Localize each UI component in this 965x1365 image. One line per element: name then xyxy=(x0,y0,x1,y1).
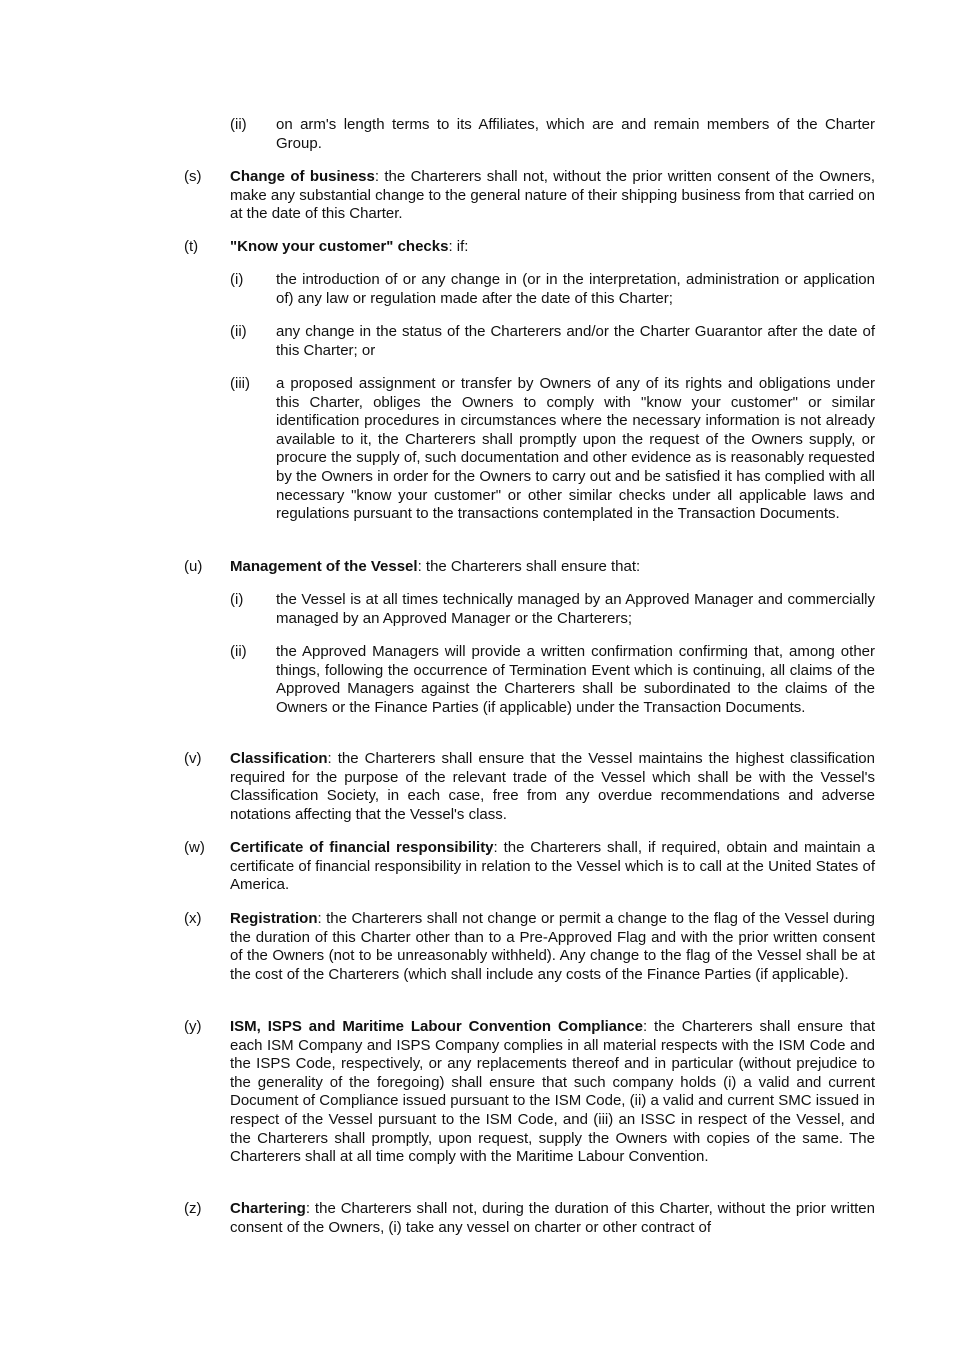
item-text xyxy=(276,375,875,524)
item-body: : the Charterers shall, if required, obtain and maintain a certificate of financial responsibility in relation to the Vessel which is to call at the United States of America. xyxy=(230,839,875,894)
clause-heading: Certificate of financial responsibility xyxy=(230,839,494,856)
item-text xyxy=(276,323,875,360)
clause-change-of-business xyxy=(230,168,875,224)
item-text xyxy=(276,591,875,628)
clause-classification xyxy=(230,750,875,824)
item-label: (y) xyxy=(184,1018,202,1035)
item-body: : the Charterers shall ensure that each ISM Company and ISPS Company complies in all material respects with the ISM Code and the ISPS Code, respectively, or any replacements thereof and in particular (without prejudice to the generality of the foregoing) shall ensure that such company holds (i) a valid and current Document of Compliance issued pursuant to the ISM Code, (ii) a valid and current SMC issued in respect of the Vessel pursuant to the ISM Code, and (iii) an ISSC in respect of the Vessel, and the Charterers shall promptly, upon request, supply the Owners with copies of the same. The Charterers shall at all time comply with the Maritime Labour Convention. xyxy=(230,1018,876,1166)
item-body: : if: xyxy=(448,238,469,255)
item-text xyxy=(276,271,875,308)
clause-heading: Management of the Vessel xyxy=(230,558,418,575)
item-body: a proposed assignment or transfer by Owners of any of its rights and obligations under this Charter, obliges the Owners to comply with "know your customer" or similar identification procedures in circumstances where the necessary information is not already available to it, the Charterers shall promptly upon the request of the Owners supply, or procure the supply of, such documentation and other evidence as is reasonably requested by the Owners in order for the Owners to carry out and be satisfied it has complied with all necessary "know your customer" or other similar checks under all applicable laws and regulations pursuant to the transactions contemplated in the Transaction Documents. xyxy=(276,375,875,523)
item-label: (u) xyxy=(184,558,203,575)
item-body: : the Charterers shall ensure that the Vessel maintains the highest classification required for the purpose of the relevant trade of the Vessel which shall be with the Vessel's Classification Society, in each case, free from any overdue recommendations and adverse notations affecting that the Vessel's class. xyxy=(230,750,875,823)
item-label: (w) xyxy=(184,839,205,856)
clause-heading: Registration xyxy=(230,910,318,927)
item-label: (ii) xyxy=(230,323,247,340)
item-label: (ii) xyxy=(230,116,247,133)
clause-ism-isps-compliance xyxy=(230,1018,875,1167)
item-label: (v) xyxy=(184,750,202,767)
item-body: : the Charterers shall not, during the duration of this Charter, without the prior written consent of the Owners, (i) take any vessel on charter or other contract of xyxy=(230,1200,875,1236)
item-body: : the Charterers shall not change or permit a change to the flag of the Vessel during the duration of this Charter other than to a Pre-Approved Flag and with the prior written consent of the Owners (not to be unreasonably withheld). Any change to the flag of the Vessel shall be at the cost of the Charterers (which shall include any costs of the Finance Parties (if applicable). xyxy=(230,910,875,983)
item-label: (t) xyxy=(184,238,199,255)
item-body: the introduction of or any change in (or in the interpretation, administration or application of) any law or regulation made after the date of this Charter; xyxy=(276,271,875,307)
item-label: (iii) xyxy=(230,375,250,392)
item-label: (i) xyxy=(230,591,244,608)
item-label: (x) xyxy=(184,910,202,927)
item-body: any change in the status of the Charterers and/or the Charter Guarantor after the date of this Charter; or xyxy=(276,323,875,359)
item-label: (s) xyxy=(184,168,202,185)
item-label: (ii) xyxy=(230,643,247,660)
clause-certificate-financial-responsibility xyxy=(230,839,875,895)
item-body: the Approved Managers will provide a written confirmation confirming that, among other things, following the occurrence of Termination Event which is continuing, all claims of the Approved Managers against the Charterers shall be subordinated to the claims of the Owners or the Finance Parties (if applicable) under the Transaction Documents. xyxy=(276,643,875,716)
clause-heading: Classification xyxy=(230,750,328,767)
clause-chartering xyxy=(230,1200,875,1237)
clause-heading: Chartering xyxy=(230,1200,306,1217)
item-body: on arm's length terms to its Affiliates, which are and remain members of the Charter Group. xyxy=(276,116,875,152)
item-body: : the Charterers shall not, without the prior written consent of the Owners, make any substantial change to the general nature of their shipping business from that carried on at the date of this Charter. xyxy=(230,168,875,223)
clause-heading: Change of business xyxy=(230,168,375,185)
item-label: (z) xyxy=(184,1200,202,1217)
item-body: : the Charterers shall ensure that: xyxy=(417,558,641,575)
clause-heading: "Know your customer" checks xyxy=(230,238,449,255)
item-text xyxy=(276,643,875,717)
clause-management-of-vessel xyxy=(230,558,875,577)
item-body: the Vessel is at all times technically managed by an Approved Manager and commercially managed by an Approved Manager or the Charterers; xyxy=(276,591,875,627)
clause-registration xyxy=(230,910,875,984)
item-label: (i) xyxy=(230,271,244,288)
item-text xyxy=(276,116,875,153)
clause-heading: ISM, ISPS and Maritime Labour Convention Compliance xyxy=(230,1018,643,1035)
clause-know-your-customer xyxy=(230,238,875,257)
